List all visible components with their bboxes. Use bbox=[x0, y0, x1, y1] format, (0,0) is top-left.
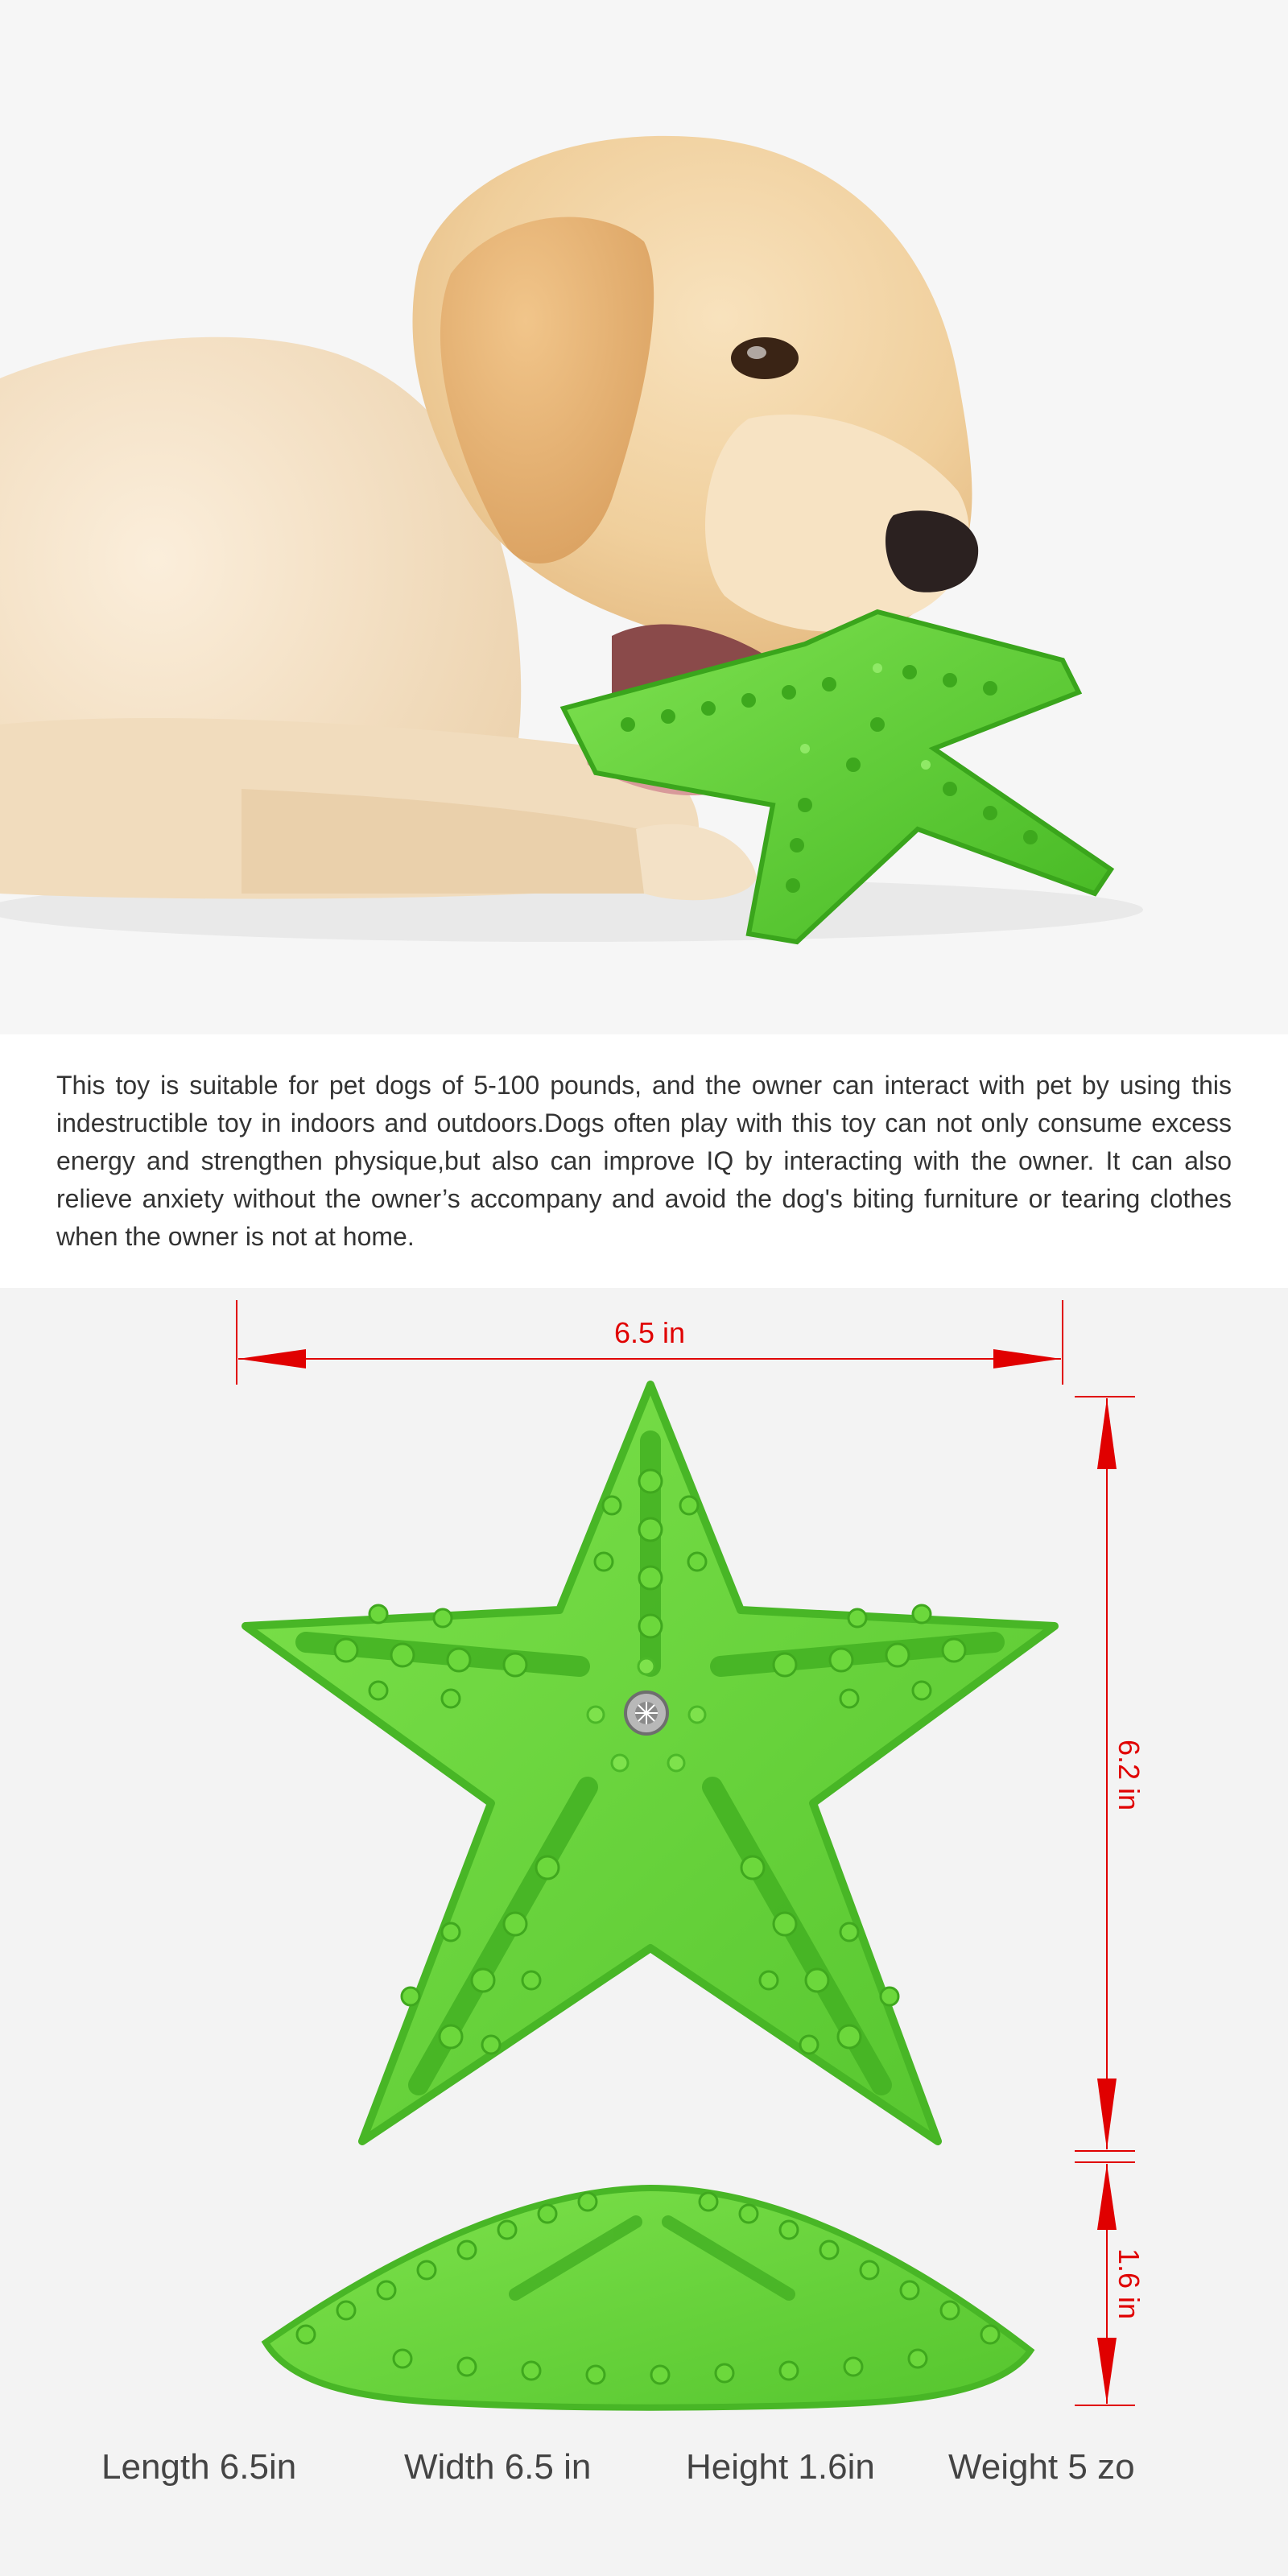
squeaker-icon bbox=[625, 1692, 667, 1734]
hero-photo bbox=[0, 0, 1288, 1034]
spec-length: Length 6.5in bbox=[101, 2447, 297, 2487]
spec-width: Width 6.5 in bbox=[404, 2447, 592, 2487]
product-description bbox=[0, 1034, 1288, 1288]
starfish-side-view bbox=[266, 2188, 1030, 2408]
specs-row bbox=[0, 2447, 1288, 2528]
dimensions-diagram bbox=[0, 1288, 1288, 2576]
height-label: 6.2 in bbox=[1113, 1739, 1146, 1811]
thickness-label: 1.6 in bbox=[1113, 2248, 1146, 2320]
puppy-with-starfish-illustration bbox=[0, 0, 1288, 1034]
height-dimension bbox=[1075, 1397, 1146, 2151]
description-text: This toy is suitable for pet dogs of 5-100 pounds, and the owner can interact with pet by using this indestructible toy in indoors and outdoors.Dogs often play with this toy can not only consume excess energy and strengthen physique,but also can improve IQ by interacting with the owner. It can also relieve anxiety without the owner’s accompany and avoid the dog's biting furniture or tearing clothes when the owner is not at home. bbox=[56, 1071, 1232, 1251]
width-label: 6.5 in bbox=[613, 1316, 686, 1349]
starfish-top-view bbox=[246, 1385, 1055, 2141]
starfish-dimensions-svg bbox=[0, 1288, 1288, 2576]
spec-weight: Weight 5 zo bbox=[948, 2447, 1135, 2487]
width-dimension bbox=[237, 1300, 1063, 1385]
thickness-dimension bbox=[1075, 2162, 1146, 2405]
spec-height: Height 1.6in bbox=[686, 2447, 875, 2487]
